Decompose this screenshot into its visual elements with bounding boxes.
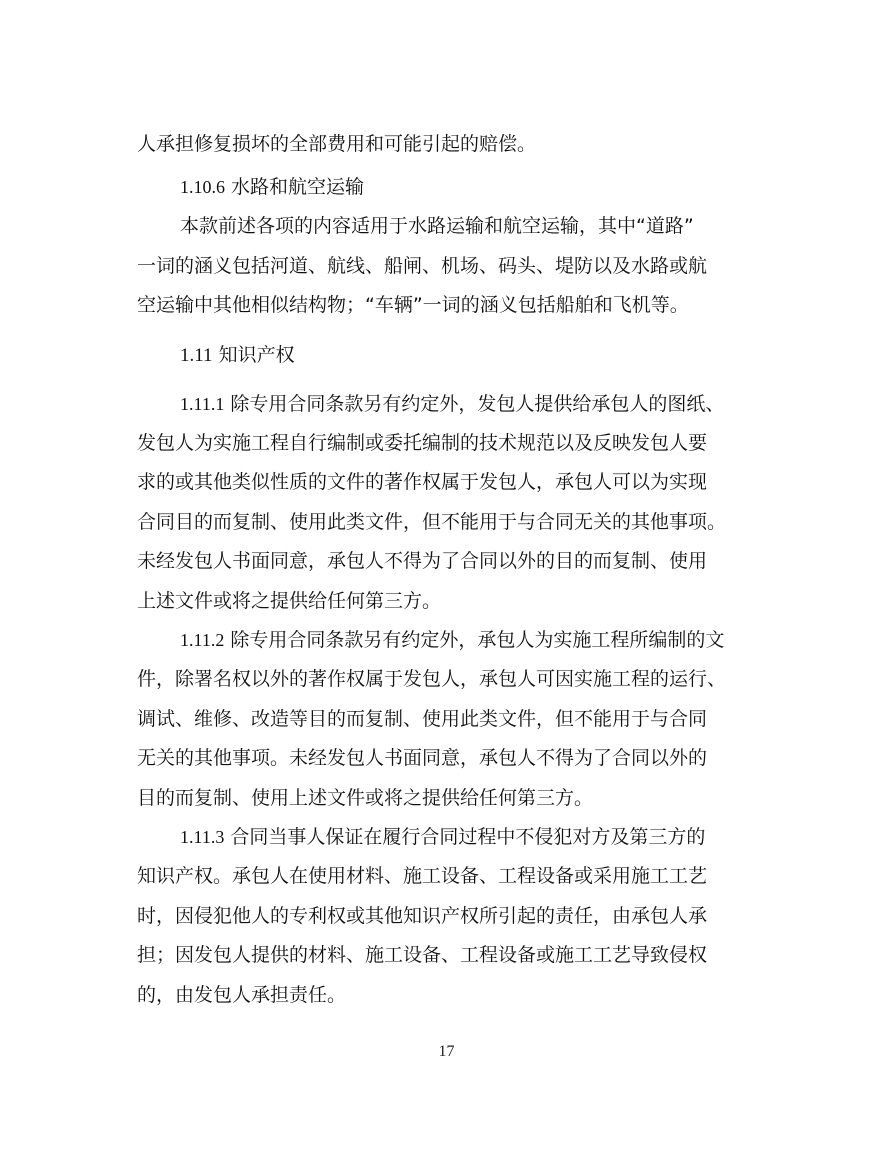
paragraph-line: 调试、维修、改造等目的而复制、使用此类文件，但不能用于与合同 — [137, 708, 708, 730]
clause-1-11-2-first-line — [180, 628, 893, 652]
paragraph-line: 合同目的而复制、使用此类文件，但不能用于与合同无关的其他事项。 — [137, 511, 727, 533]
paragraph-line: 上述文件或将之提供给任何第三方。 — [137, 590, 442, 612]
section-number: 1.11 — [180, 345, 213, 366]
clause-number: 1.11.3 — [180, 827, 225, 847]
paragraph-line: 本款前述各项的内容适用于水路运输和航空运输，其中“道路” — [180, 215, 694, 237]
subsection-heading-1-10-6 — [180, 175, 893, 199]
paragraph-line: 担；因发包人提供的材料、施工设备、工程设备或施工工艺导致侵权 — [137, 944, 708, 966]
paragraph-line: 的，由发包人承担责任。 — [137, 984, 347, 1006]
paragraph-line: 件，除署名权以外的著作权属于发包人，承包人可因实施工程的运行、 — [137, 668, 727, 690]
paragraph-line: 一词的涵义包括河道、航线、船闸、机场、码头、堤防以及水路或航 — [137, 255, 708, 277]
clause-1-11-3-first-line — [180, 825, 893, 849]
paragraph-line: 空运输中其他相似结构物；“车辆”一词的涵义包括船舶和飞机等。 — [137, 294, 689, 316]
paragraph-continuation: 人承担修复损坏的全部费用和可能引起的赔偿。 — [137, 133, 537, 155]
clause-text: 除专用合同条款另有约定外，发包人提供给承包人的图纸、 — [230, 393, 725, 415]
paragraph-line: 未经发包人书面同意，承包人不得为了合同以外的目的而复制、使用 — [137, 550, 708, 572]
section-heading-1-11 — [180, 343, 893, 368]
clause-number: 1.11.1 — [180, 394, 225, 414]
subsection-title: 水路和航空运输 — [231, 176, 365, 198]
subsection-number: 1.10.6 — [180, 177, 225, 197]
paragraph-line: 知识产权。承包人在使用材料、施工设备、工程设备或采用施工工艺 — [137, 865, 708, 887]
section-title: 知识产权 — [218, 344, 295, 366]
clause-text: 合同当事人保证在履行合同过程中不侵犯对方及第三方的 — [230, 826, 706, 848]
clause-text: 除专用合同条款另有约定外，承包人为实施工程所编制的文 — [230, 629, 725, 651]
page-number: 17 — [438, 1043, 455, 1060]
paragraph-line: 目的而复制、使用上述文件或将之提供给任何第三方。 — [137, 787, 594, 809]
clause-1-11-1-first-line — [180, 392, 893, 416]
paragraph-line: 求的或其他类似性质的文件的著作权属于发包人，承包人可以为实现 — [137, 471, 708, 493]
paragraph-line: 发包人为实施工程自行编制或委托编制的技术规范以及反映发包人要 — [137, 432, 708, 454]
paragraph-line: 无关的其他事项。未经发包人书面同意，承包人不得为了合同以外的 — [137, 747, 708, 769]
clause-number: 1.11.2 — [180, 630, 225, 650]
paragraph-line: 时，因侵犯他人的专利权或其他知识产权所引起的责任，由承包人承 — [137, 905, 708, 927]
